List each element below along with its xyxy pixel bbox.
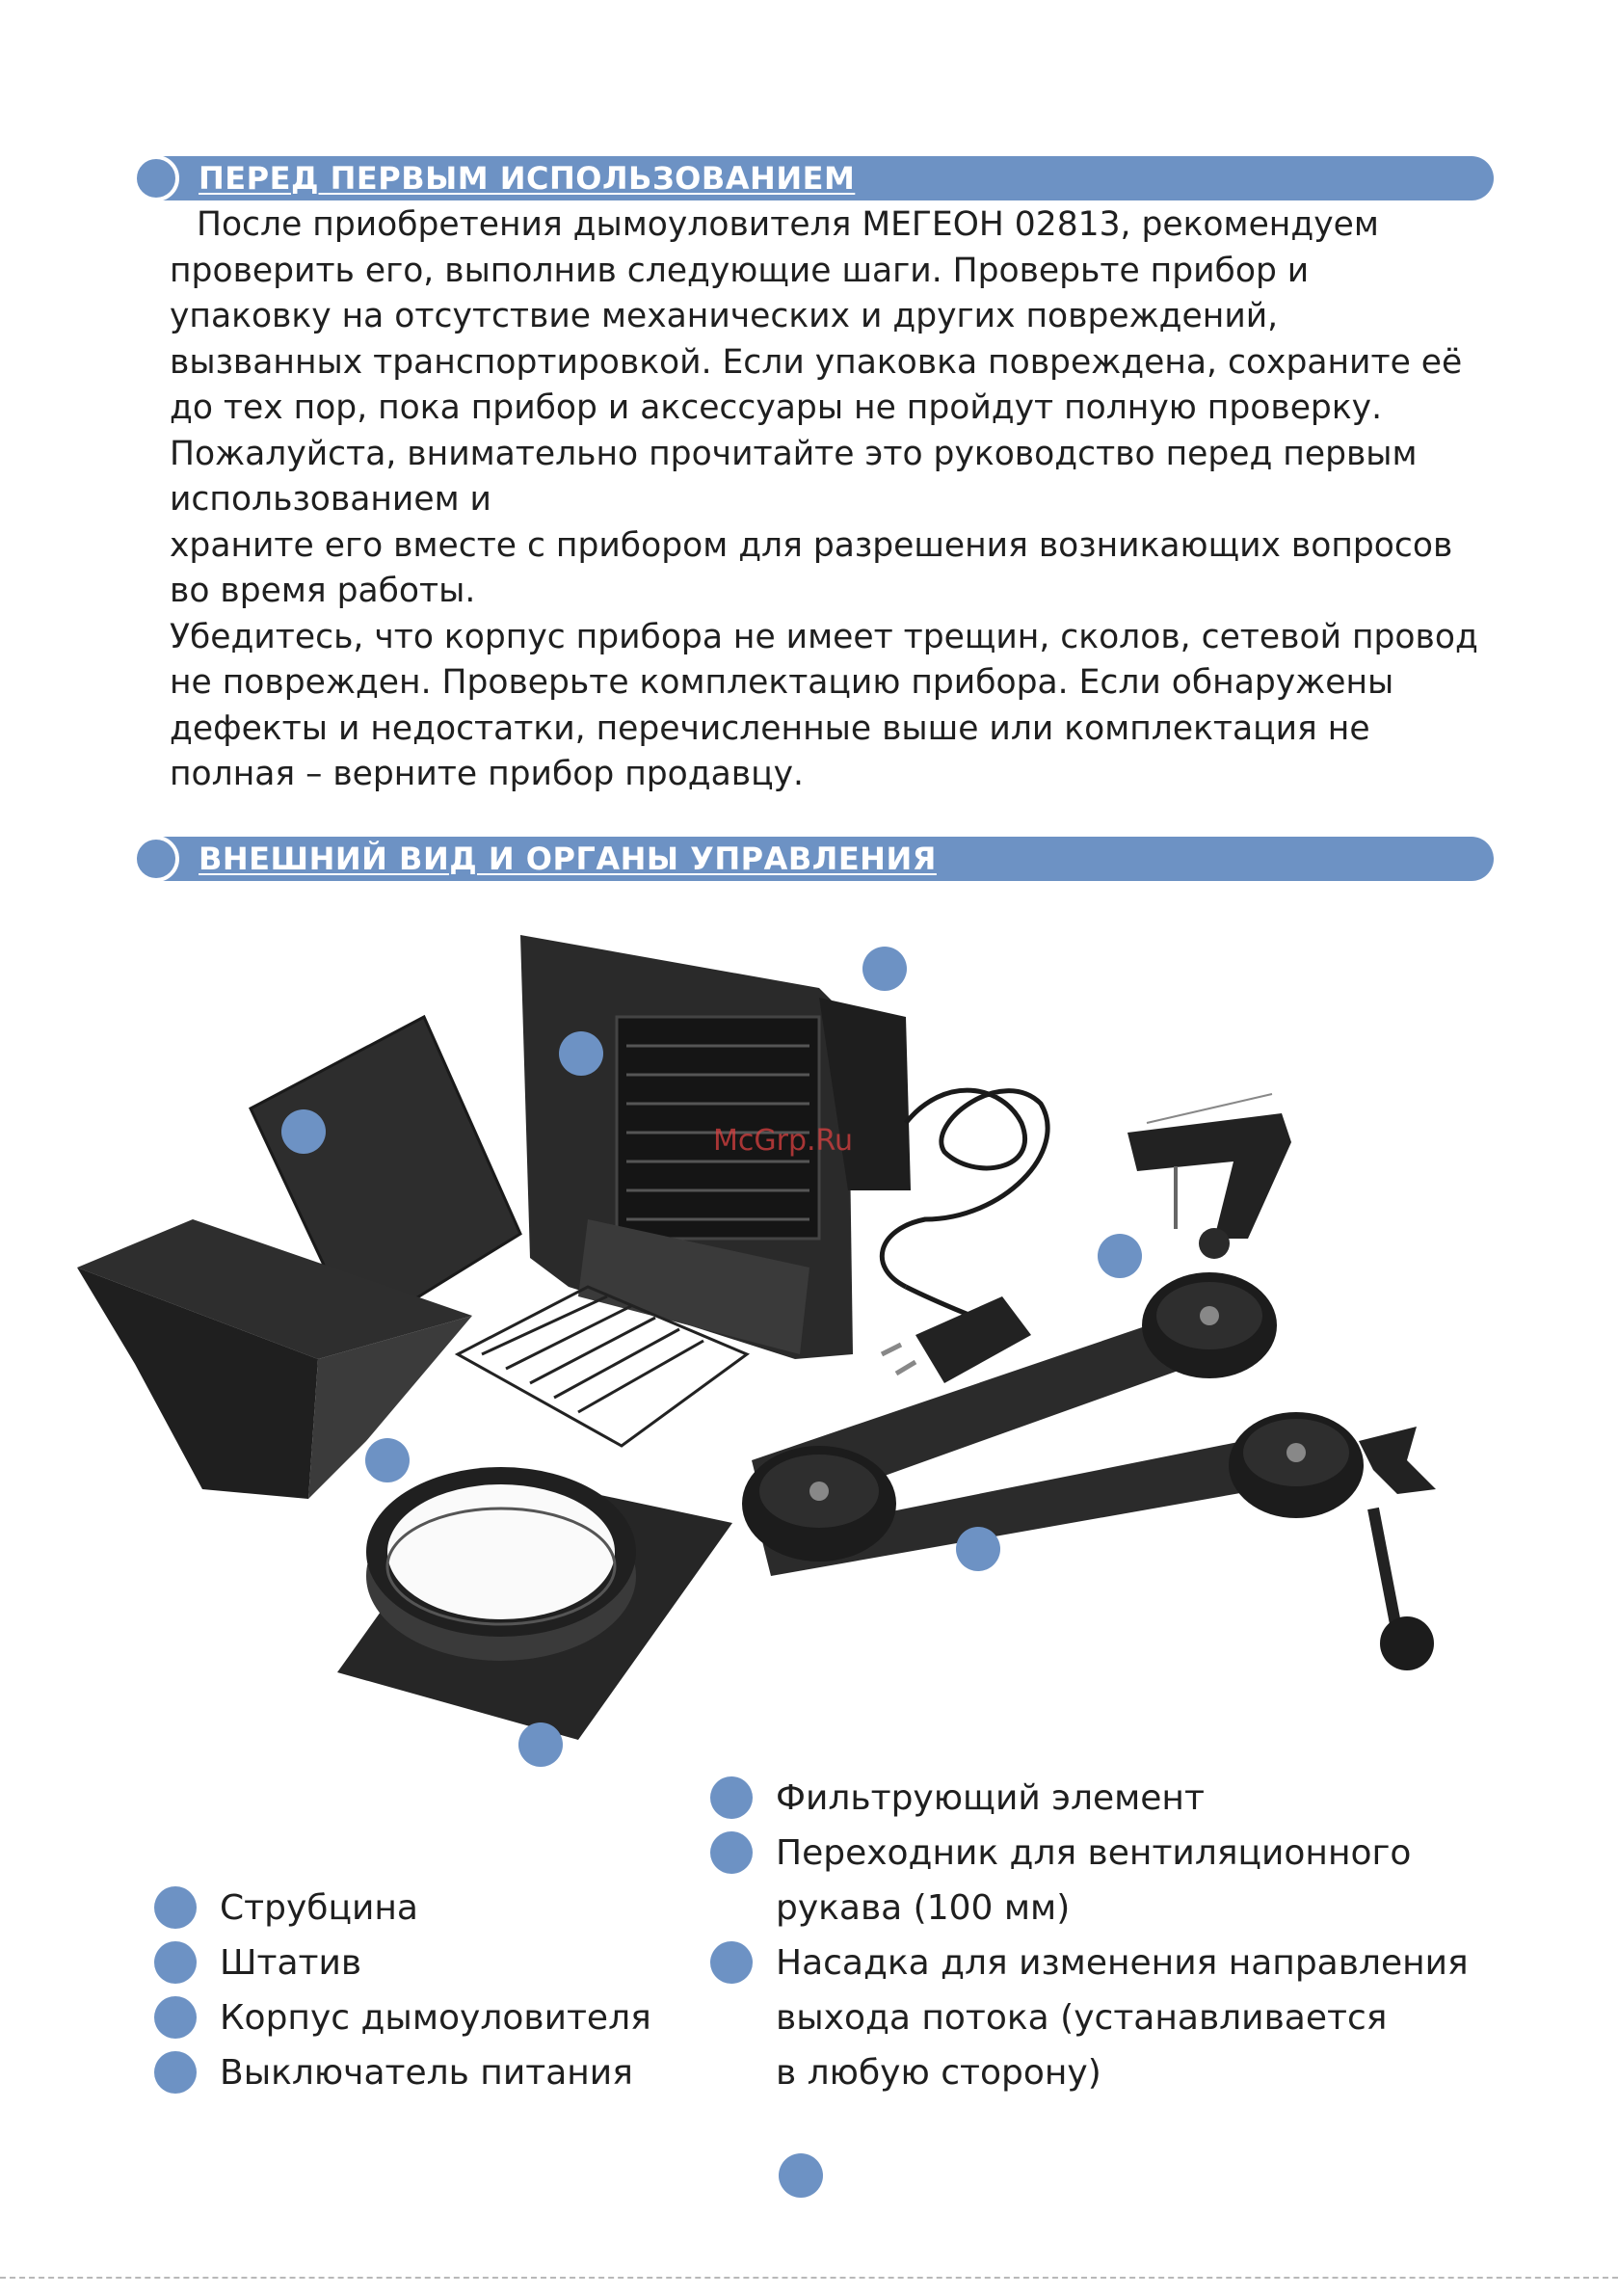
legend-label: Струбцина [220, 1888, 418, 1928]
section-bullet-appearance [133, 836, 179, 882]
legend-bullet [154, 2051, 197, 2094]
text-line: После приобретения дымоуловителя МЕГЕОН 02813, рекомендуем [197, 205, 1379, 244]
text-line: Пожалуйста, внимательно прочитайте это руководство перед первым [170, 434, 1418, 473]
legend-item-clamp [154, 1881, 418, 1936]
callout-dot [1098, 1234, 1142, 1278]
legend-label: Переходник для вентиляционного рукава (100 мм) [776, 1833, 1412, 1928]
callout-dot [365, 1438, 410, 1482]
legend-bullet [710, 1941, 753, 1984]
callout-dot [862, 947, 907, 991]
legend-label: Выключатель питания [220, 2053, 633, 2093]
callout-dot [518, 1722, 563, 1767]
first-use-instructions [170, 202, 1480, 798]
duct-adapter-image [337, 1467, 732, 1740]
callout-dot [956, 1527, 1000, 1571]
extractor-body-image [458, 935, 911, 1446]
legend-item-switch [154, 2045, 633, 2100]
legend-bullet [154, 1886, 197, 1929]
section-title-appearance: ВНЕШНИЙ ВИД И ОРГАНЫ УПРАВЛЕНИЯ [199, 841, 937, 877]
text-line: храните его вместе с прибором для разрешения возникающих вопросов [170, 525, 1453, 565]
text-line: проверить его, выполнив следующие шаги. Проверьте прибор и [170, 251, 1310, 290]
legend-label: Штатив [220, 1943, 362, 1983]
text-line: во время работы. [170, 572, 476, 610]
legend-label: Насадка для изменения направления выхода потока (устанавливается в любую сторону) [776, 1943, 1469, 2093]
legend-label: Фильтрующий элемент [776, 1778, 1205, 1818]
text-line: использованием и [170, 480, 491, 519]
text-line: упаковку на отсутствие механических и других повреждений, [170, 297, 1279, 335]
legend-item-stand [154, 1936, 361, 1990]
text-line: вызванных транспортировкой. Если упаковка повреждена, сохраните её [170, 342, 1463, 382]
section-bullet-first-use [133, 155, 179, 201]
legend-bullet [154, 1996, 197, 2039]
product-photo [77, 901, 1542, 1788]
legend-item-body [154, 1990, 651, 2045]
callout-dot [281, 1109, 326, 1154]
legend-item-nozzle [710, 1936, 1469, 2100]
legend-bullet [154, 1941, 197, 1984]
watermark-text: McGrp.Ru [713, 1124, 854, 1158]
text-line: полная – верните прибор продавцу. [170, 755, 804, 793]
legend-item-adapter [710, 1826, 1411, 1936]
text-line: дефекты и недостатки, перечисленные выше или комплектация не [170, 708, 1370, 748]
page-marker-dot [779, 2153, 823, 2198]
section-title-first-use: ПЕРЕД ПЕРВЫМ ИСПОЛЬЗОВАНИЕМ [199, 160, 856, 197]
legend-bullet [710, 1776, 753, 1819]
legend-item-filter [710, 1771, 1205, 1826]
legend-bullet [710, 1831, 753, 1874]
text-line: до тех пор, пока прибор и аксессуары не пройдут полную проверку. [170, 388, 1383, 427]
legend-label: Корпус дымоуловителя [220, 1998, 651, 2038]
text-line: Убедитесь, что корпус прибора не имеет трещин, сколов, сетевой провод [170, 617, 1478, 656]
page-bottom-divider [0, 2277, 1618, 2279]
clamp-image [1127, 1094, 1291, 1259]
callout-dot [559, 1031, 603, 1076]
text-line: не поврежден. Проверьте комплектацию прибора. Если обнаружены [170, 663, 1394, 702]
